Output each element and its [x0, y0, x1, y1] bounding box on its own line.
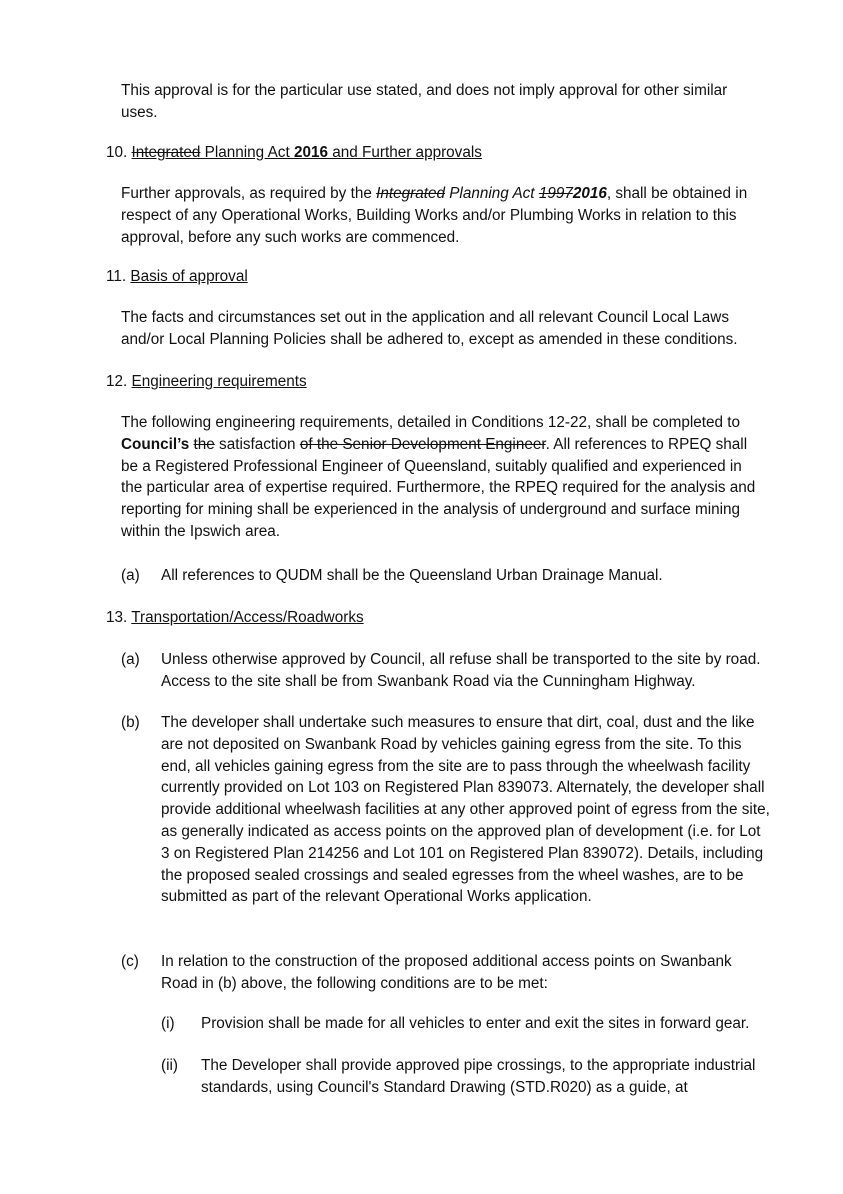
intro-paragraph: This approval is for the particular use stated, and does not imply approval for other similar uses. [121, 82, 728, 121]
section-title: Integrated Planning Act 2016 and Further approvals [131, 144, 482, 161]
inserted-text: 2016 [293, 144, 328, 161]
item-text: The Developer shall provide approved pipe crossings, to the appropriate industrial standards, using Council's Standard Drawing (STD.R020) as a guide, at [201, 1057, 756, 1096]
sub-list-item [161, 1055, 771, 1099]
section-number: 13. [106, 609, 128, 626]
deleted-text: the [193, 435, 215, 453]
section-number: 11. [106, 268, 127, 285]
section-11-heading [106, 266, 248, 288]
item-label: (c) [121, 953, 139, 970]
deleted-text: 1997 [538, 185, 573, 202]
section-number: 12. [106, 373, 128, 390]
section-12-heading [106, 371, 307, 393]
list-item [121, 649, 771, 693]
list-item [121, 951, 771, 995]
section-11-paragraph: The facts and circumstances set out in the application and all relevant Council Local Laws and/or Local Planning Policies shall be adhered to, except as amended in these conditions. [121, 309, 738, 348]
deleted-text: of the Senior Development Engineer [299, 435, 546, 453]
item-text: The developer shall undertake such measures to ensure that dirt, coal, dust and the like are not deposited on Swanbank Road by vehicles gaining egress from the site. To this end, all vehicles gaining egress from the site are to pass through the wheelwash facility currently provided on Lot 103 on Registered Plan 839073. Alternately, the developer shall provide additional wheelwash facilities at any other approved point of egress from the site, as generally indicated as access points on the approved plan of development (i.e. for Lot 3 on Registered Plan 214256 and Lot 101 on Registered Plan 839072). Details, including the proposed sealed crossings and sealed egresses from the wheel washes, are to be submitted as part of the relevant Operational Works application. [161, 714, 770, 906]
section-10-heading [106, 142, 482, 164]
section-number: 10. [106, 144, 128, 161]
list-item [121, 712, 771, 932]
item-label: (b) [121, 714, 140, 731]
item-text: All references to QUDM shall be the Queensland Urban Drainage Manual. [161, 567, 663, 584]
section-title: Engineering requirements [131, 373, 307, 390]
item-label: (a) [121, 651, 140, 668]
item-label: (ii) [161, 1057, 178, 1074]
section-title: Transportation/Access/Roadworks [131, 609, 364, 626]
sub-list-item [161, 1013, 771, 1035]
item-text: Provision shall be made for all vehicles to enter and exit the sites in forward gear. [201, 1015, 750, 1032]
section-13-heading [106, 607, 364, 629]
item-label: (i) [161, 1015, 175, 1032]
item-label: (a) [121, 567, 140, 584]
list-item [121, 565, 771, 587]
section-title: Basis of approval [130, 268, 248, 285]
section-10-paragraph: Further approvals, as required by the Integrated Planning Act 19972016, shall be obtained in respect of any Operational Works, Building Works and/or Plumbing Works in relation to this approval, before any such works are commenced. [121, 185, 748, 246]
item-text: In relation to the construction of the proposed additional access points on Swanbank Road in (b) above, the following conditions are to be met: [161, 953, 732, 992]
inserted-text: 2016 [572, 185, 607, 202]
deleted-text: Integrated [376, 185, 445, 202]
inserted-text: Council’s [121, 435, 190, 453]
deleted-text: Integrated [131, 144, 201, 161]
section-12-paragraph: The following engineering requirements, detailed in Conditions 12-22, shall be completed to Council’s the satisfaction of the Senior Development Engineer. All references to RPEQ shall be a Registered Professional Engineer of Queensland, suitably qualified and experienced in the particular area of expertise required. Furthermore, the RPEQ required for the analysis and reporting for mining shall be experienced in the analysis of underground and surface mining within the Ipswich area. [121, 414, 756, 540]
item-text: Unless otherwise approved by Council, all refuse shall be transported to the site by road. Access to the site shall be from Swanbank Road via the Cunningham Highway. [161, 651, 761, 690]
